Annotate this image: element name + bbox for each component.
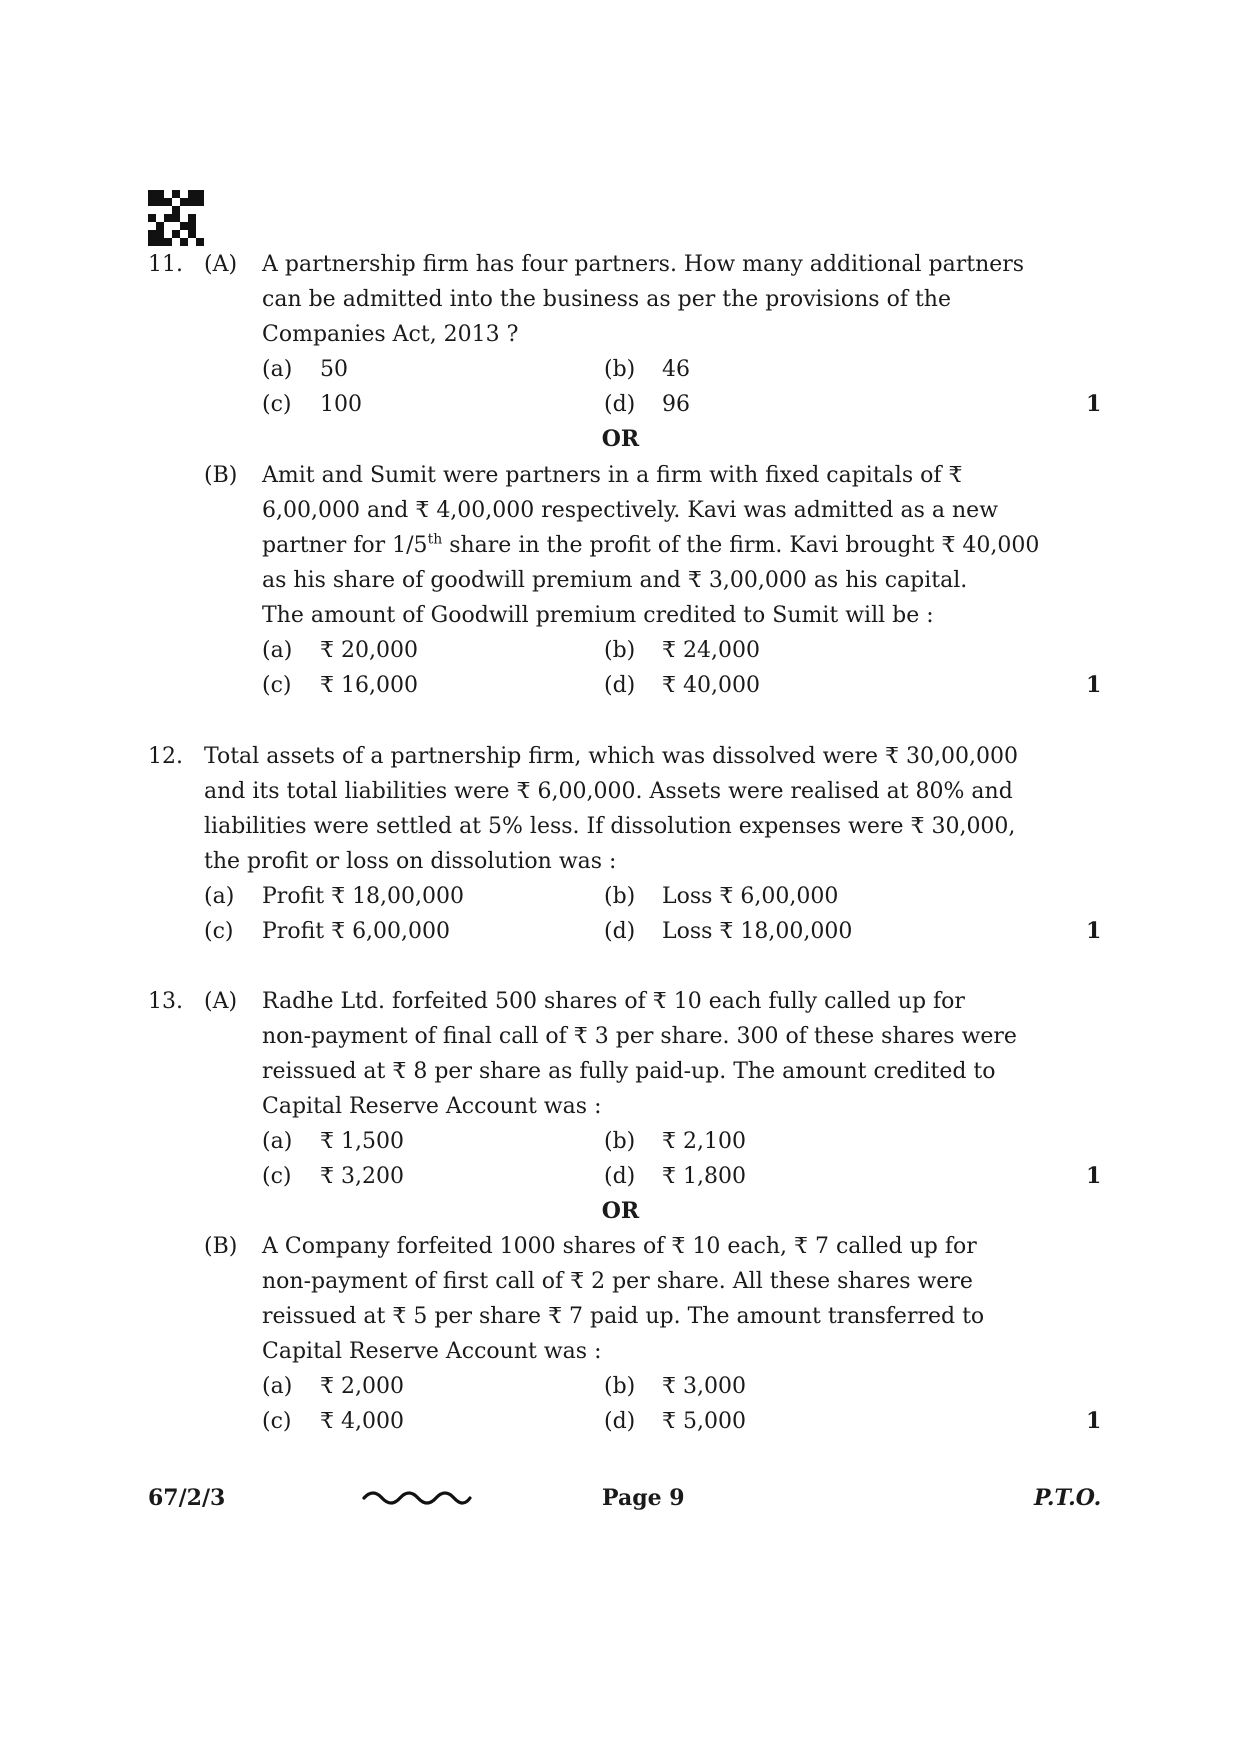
option-b: (b) ₹ 24,000 [604, 638, 760, 663]
question-text-line: A Company forfeited 1000 shares of ₹ 10 each, ₹ 7 called up for [262, 1234, 977, 1259]
marks: 1 [1086, 391, 1102, 417]
sub-question-label: (B) [204, 463, 238, 488]
option-b: (b) ₹ 2,100 [604, 1129, 746, 1154]
marks: 1 [1086, 1408, 1102, 1434]
question-text-line: non-payment of first call of ₹ 2 per share. All these shares were [262, 1269, 973, 1294]
page-number: Page 9 [602, 1485, 685, 1511]
question-text-line: Total assets of a partnership firm, which was dissolved were ₹ 30,00,000 [204, 744, 1018, 769]
question-text-line: 6,00,000 and ₹ 4,00,000 respectively. Kavi was admitted as a new [262, 498, 999, 523]
option-b: (b) Loss ₹ 6,00,000 [604, 884, 839, 909]
question-text-line: Amit and Sumit were partners in a firm with fixed capitals of ₹ [262, 463, 963, 488]
option-a: (a) ₹ 1,500 [262, 1129, 404, 1154]
squiggle-divider-icon [362, 1488, 472, 1508]
question-text-line: reissued at ₹ 5 per share ₹ 7 paid up. The amount transferred to [262, 1304, 985, 1329]
option-d: (d) ₹ 40,000 [604, 673, 760, 698]
question-text-line: as his share of goodwill premium and ₹ 3,00,000 as his capital. [262, 568, 968, 593]
please-turn-over: P.T.O. [1034, 1485, 1102, 1511]
question-text-line: The amount of Goodwill premium credited to Sumit will be : [262, 603, 934, 628]
option-a: (a) ₹ 2,000 [262, 1374, 404, 1399]
option-c: (c) ₹ 16,000 [262, 673, 418, 698]
question-text-line: non-payment of final call of ₹ 3 per share. 300 of these shares were [262, 1024, 1017, 1049]
option-d: (d) Loss ₹ 18,00,000 [604, 919, 853, 944]
question-text-line: liabilities were settled at 5% less. If dissolution expenses were ₹ 30,000, [204, 814, 1016, 839]
option-a: (a) 50 [262, 357, 348, 382]
option-b: (b) ₹ 3,000 [604, 1374, 746, 1399]
question-text-line: partner for 1/5th share in the profit of the firm. Kavi brought ₹ 40,000 [262, 531, 1040, 558]
option-c: (c) ₹ 4,000 [262, 1409, 404, 1434]
option-d: (d) ₹ 1,800 [604, 1164, 746, 1189]
option-d: (d) ₹ 5,000 [604, 1409, 746, 1434]
marks: 1 [1086, 672, 1102, 698]
marks: 1 [1086, 918, 1102, 944]
qr-code-icon [148, 190, 204, 246]
option-a: (a) ₹ 20,000 [262, 638, 418, 663]
question-text-line: the profit or loss on dissolution was : [204, 849, 617, 874]
question-text-line: Capital Reserve Account was : [262, 1339, 602, 1364]
question-text-line: can be admitted into the business as per the provisions of the [262, 287, 951, 312]
option-c: (c) 100 [262, 392, 362, 417]
option-a: (a) Profit ₹ 18,00,000 [204, 884, 465, 909]
sub-question-label: (A) [204, 989, 238, 1014]
option-d: (d) 96 [604, 392, 690, 417]
option-b: (b) 46 [604, 357, 690, 382]
or-separator: OR [601, 426, 640, 452]
question-number: 13. [148, 989, 183, 1014]
question-number: 11. [148, 252, 183, 277]
sub-question-label: (A) [204, 252, 238, 277]
question-text-line: A partnership firm has four partners. How many additional partners [262, 252, 1025, 277]
or-separator: OR [601, 1198, 640, 1224]
option-c: (c) Profit ₹ 6,00,000 [204, 919, 451, 944]
question-text-line: and its total liabilities were ₹ 6,00,000. Assets were realised at 80% and [204, 779, 1013, 804]
question-text-line: Capital Reserve Account was : [262, 1094, 602, 1119]
question-text-line: Companies Act, 2013 ? [262, 322, 519, 347]
paper-code: 67/2/3 [148, 1485, 226, 1511]
question-text-line: reissued at ₹ 8 per share as fully paid-up. The amount credited to [262, 1059, 996, 1084]
option-c: (c) ₹ 3,200 [262, 1164, 404, 1189]
marks: 1 [1086, 1163, 1102, 1189]
sub-question-label: (B) [204, 1234, 238, 1259]
question-number: 12. [148, 744, 183, 769]
question-text-line: Radhe Ltd. forfeited 500 shares of ₹ 10 each fully called up for [262, 989, 965, 1014]
